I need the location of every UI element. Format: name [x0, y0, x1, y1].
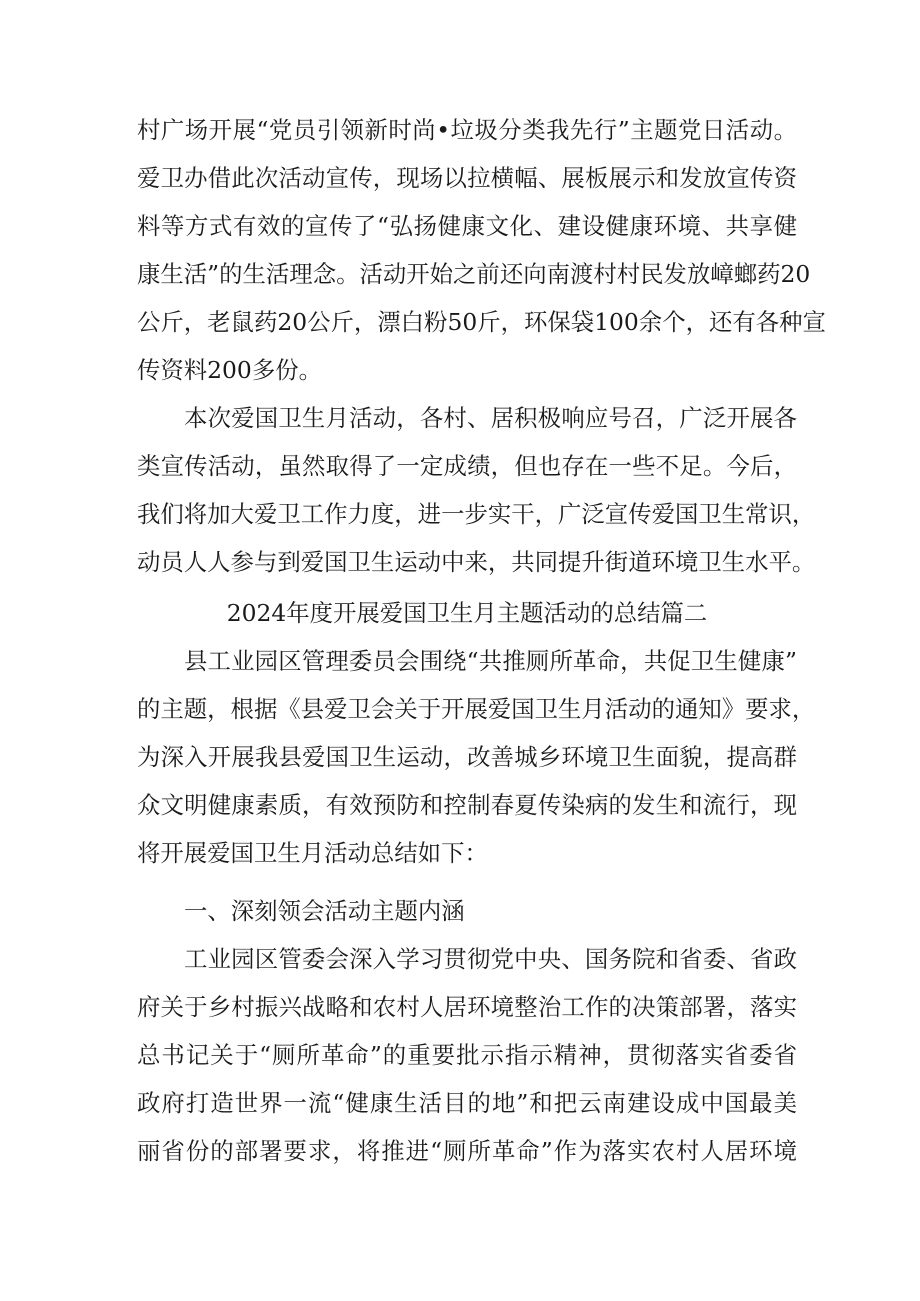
- section-title: 2024年度开展爱国卫生月主题活动的总结篇二: [226, 599, 708, 627]
- heading-1: 一、深刻领会活动主题内涵: [184, 897, 465, 925]
- paragraph-1-line-1: 村广场开展“党员引领新时尚•垃圾分类我先行”主题党日活动。: [137, 116, 797, 144]
- paragraph-1-line-6: 传资料200多份。: [137, 356, 322, 384]
- paragraph-1-line-5: 公斤，老鼠药20公斤，漂白粉50斤，环保袋100余个，还有各种宣: [137, 308, 826, 336]
- paragraph-3-line-4: 众文明健康素质，有效预防和控制春夏传染病的发生和流行，现: [137, 791, 797, 819]
- paragraph-1-line-2: 爱卫办借此次活动宣传，现场以拉横幅、展板展示和发放宣传资: [137, 164, 797, 192]
- paragraph-2-line-4: 动员人人参与到爱国卫生运动中来，共同提升街道环境卫生水平。: [137, 548, 816, 576]
- paragraph-3-line-1: 县工业园区管理委员会围绕“共推厕所革命，共促卫生健康”: [184, 647, 797, 675]
- paragraph-2-line-1: 本次爱国卫生月活动，各村、居积极响应号召，广泛开展各: [184, 404, 797, 432]
- paragraph-2-line-2: 类宣传活动，虽然取得了一定成绩，但也存在一些不足。今后，: [137, 452, 797, 480]
- paragraph-1-line-3: 料等方式有效的宣传了“弘扬健康文化、建设健康环境、共享健: [137, 212, 797, 240]
- paragraph-4-line-4: 政府打造世界一流“健康生活目的地”和把云南建设成中国最美: [137, 1089, 797, 1117]
- paragraph-4-line-2: 府关于乡村振兴战略和农村人居环境整治工作的决策部署，落实: [137, 993, 797, 1021]
- paragraph-2-line-3: 我们将加大爱卫工作力度，进一步实干，广泛宣传爱国卫生常识，: [137, 500, 816, 528]
- paragraph-3-line-2: 的主题，根据《县爱卫会关于开展爱国卫生月活动的通知》要求，: [137, 695, 816, 723]
- paragraph-4-line-3: 总书记关于“厕所革命”的重要批示指示精神，贯彻落实省委省: [137, 1041, 797, 1069]
- paragraph-3-line-3: 为深入开展我县爱国卫生运动，改善城乡环境卫生面貌，提高群: [137, 743, 797, 771]
- paragraph-4-line-1: 工业园区管委会深入学习贯彻党中央、国务院和省委、省政: [184, 945, 797, 973]
- paragraph-4-line-5: 丽省份的部署要求，将推进“厕所革命”作为落实农村人居环境: [137, 1137, 797, 1165]
- paragraph-3-line-5: 将开展爱国卫生月活动总结如下：: [137, 839, 488, 867]
- paragraph-1-line-4: 康生活”的生活理念。活动开始之前还向南渡村村民发放嶂螂药20: [137, 260, 811, 288]
